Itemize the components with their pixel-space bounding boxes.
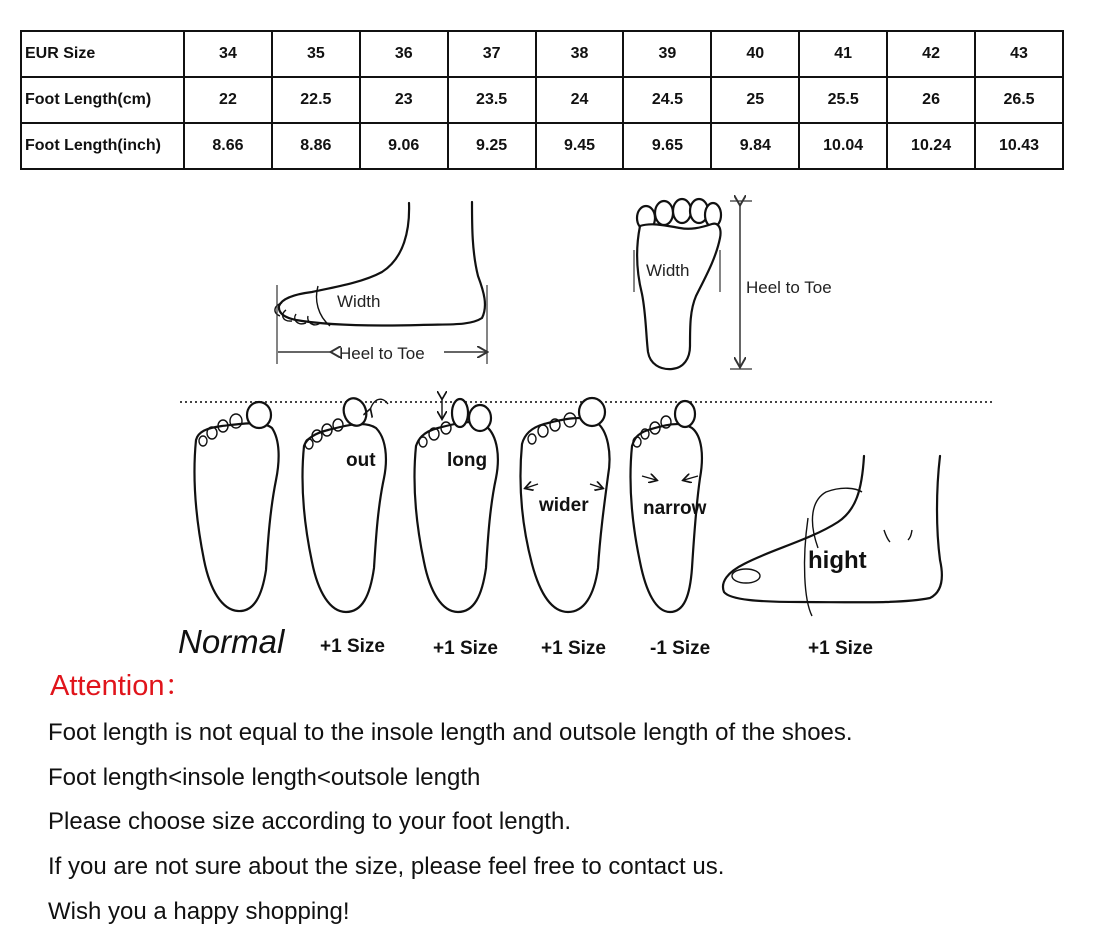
table-cell: 9.25 <box>448 123 536 169</box>
sole-foot-diagram <box>634 199 832 369</box>
foot-type-label: wider <box>539 495 589 516</box>
table-cell: 26.5 <box>975 77 1063 123</box>
advice-out: +1 Size <box>320 636 385 657</box>
table-cell: 24.5 <box>623 77 711 123</box>
table-cell: 8.66 <box>184 123 272 169</box>
table-cell: 40 <box>711 31 799 77</box>
table-cell: 9.84 <box>711 123 799 169</box>
foot-type-label: long <box>447 450 488 471</box>
advice-wider: +1 Size <box>541 638 606 659</box>
table-cell: 9.45 <box>536 123 624 169</box>
row-header: Foot Length(inch) <box>21 123 184 169</box>
toe-3 <box>673 199 691 223</box>
foot-type-label: out <box>346 450 376 471</box>
table-cell: 10.04 <box>799 123 887 169</box>
foot-type-label: hight <box>808 547 867 574</box>
table-cell: 10.43 <box>975 123 1063 169</box>
curve-arrow-icon <box>370 399 388 410</box>
big-toe <box>469 405 491 431</box>
table-cell: 10.24 <box>887 123 975 169</box>
table-cell: 24 <box>536 77 624 123</box>
note-line: Please choose size according to your foot length. <box>48 808 571 836</box>
advice-long: +1 Size <box>433 638 498 659</box>
table-cell: 26 <box>887 77 975 123</box>
advice-narrow: -1 Size <box>650 638 711 659</box>
advice-hight: +1 Size <box>808 638 873 659</box>
note-line: Foot length is not equal to the insole length and outsole length of the shoes. <box>48 719 853 746</box>
foot-type-wider <box>520 398 609 612</box>
table-cell: 41 <box>799 31 887 77</box>
table-cell: 9.06 <box>360 123 448 169</box>
row-header: Foot Length(cm) <box>21 77 184 123</box>
table-cell: 8.86 <box>272 123 360 169</box>
big-toe <box>675 401 695 427</box>
sole-outline <box>637 224 720 369</box>
table-cell: 22.5 <box>272 77 360 123</box>
table-cell: 23.5 <box>448 77 536 123</box>
table-cell: 38 <box>536 31 624 77</box>
sole-width-label: Width <box>646 261 690 280</box>
table-cell: 39 <box>623 31 711 77</box>
table-cell: 36 <box>360 31 448 77</box>
table-cell: 43 <box>975 31 1063 77</box>
foot-type-hight <box>723 456 942 616</box>
side-foot-diagram <box>275 202 487 364</box>
table-cell: 34 <box>184 31 272 77</box>
table-cell: 37 <box>448 31 536 77</box>
big-toe <box>579 398 605 426</box>
table-cell: 42 <box>887 31 975 77</box>
attention-notes <box>48 713 853 936</box>
sole-length-label: Heel to Toe <box>746 278 832 297</box>
foot-type-long <box>414 398 497 612</box>
row-header: EUR Size <box>21 31 184 77</box>
big-toe <box>247 402 271 428</box>
note-line: Foot length<insole length<outsole length <box>48 763 481 791</box>
table-cell: 25 <box>711 77 799 123</box>
side-length-label: Heel to Toe <box>339 344 425 363</box>
foot-type-normal <box>194 402 278 611</box>
foot-type-label: narrow <box>643 498 707 519</box>
side-foot-outline <box>279 202 485 325</box>
foot-outline <box>194 423 278 611</box>
foot-type-narrow <box>630 401 706 612</box>
table-cell: 22 <box>184 77 272 123</box>
advice-normal: Normal <box>178 623 285 660</box>
side-width-label: Width <box>337 292 381 311</box>
toe-2 <box>655 201 673 225</box>
table-cell: 35 <box>272 31 360 77</box>
table-cell: 9.65 <box>623 123 711 169</box>
foot-type-out <box>302 395 388 612</box>
table-cell: 23 <box>360 77 448 123</box>
attention-title: Attention： <box>50 670 194 702</box>
note-line: If you are not sure about the size, please feel free to contact us. <box>48 853 725 881</box>
table-cell: 25.5 <box>799 77 887 123</box>
long-toe <box>452 399 468 427</box>
note-line: Wish you a happy shopping! <box>48 897 350 925</box>
